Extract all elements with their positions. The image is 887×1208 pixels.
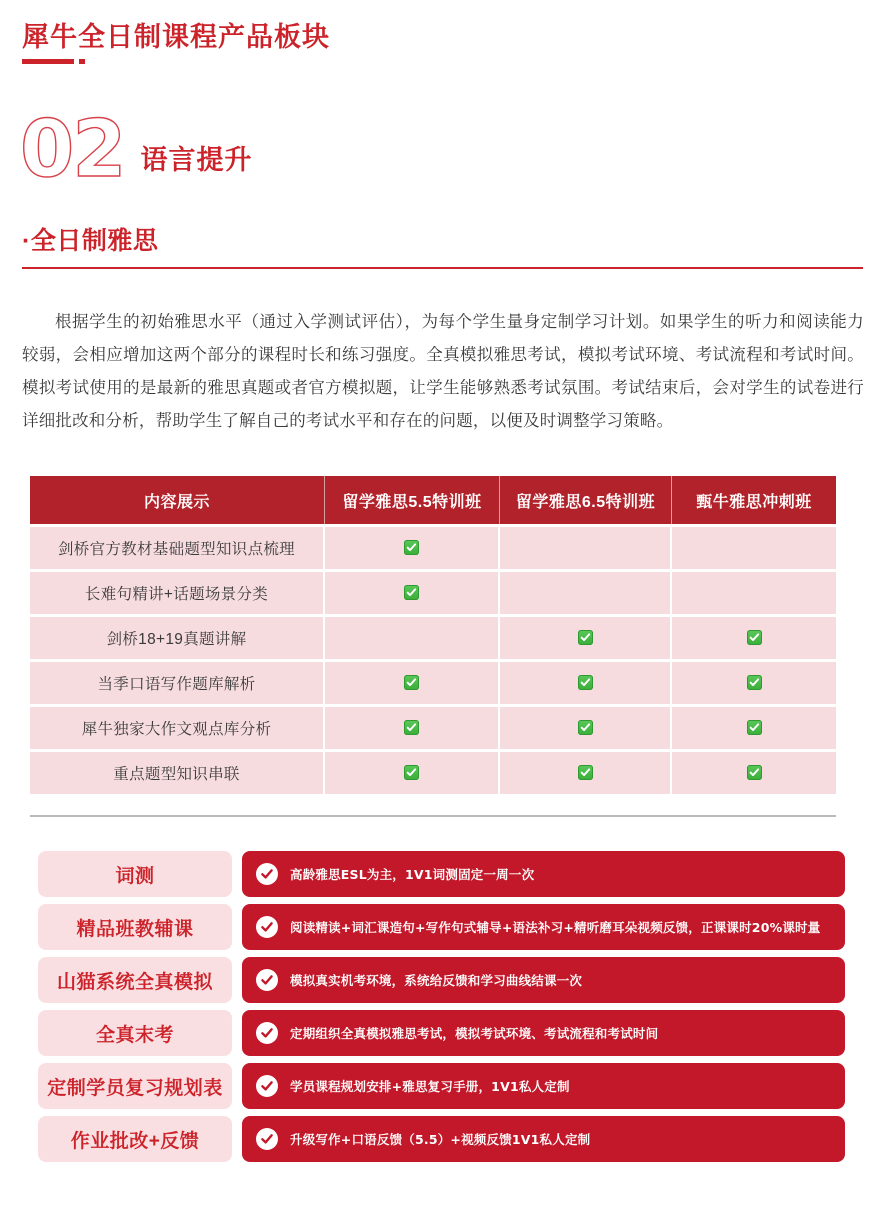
sub-heading-rule — [22, 267, 863, 269]
feature-bar — [242, 1010, 845, 1056]
check-icon — [404, 765, 419, 780]
check-icon — [404, 585, 419, 600]
check-icon — [747, 765, 762, 780]
table-cell-label: 长难句精讲+话题场景分类 — [30, 572, 325, 614]
feature-bar — [242, 851, 845, 897]
brand-title-rule — [22, 59, 862, 65]
brand-title: 犀牛全日制课程产品板块 — [22, 22, 330, 52]
feature-label: 作业批改+反馈 — [38, 1116, 232, 1162]
feature-label: 精品班教辅课 — [38, 904, 232, 950]
check-icon — [404, 540, 419, 555]
table-cell-mark — [672, 707, 836, 749]
check-icon — [578, 765, 593, 780]
section-number: 02 — [20, 105, 125, 196]
check-icon — [747, 675, 762, 690]
table-row — [30, 617, 836, 659]
table-cell-mark — [672, 527, 836, 569]
table-cell-mark — [325, 527, 500, 569]
feature-row — [38, 904, 845, 950]
check-circle-icon — [256, 916, 278, 938]
check-icon — [747, 630, 762, 645]
check-icon — [578, 675, 593, 690]
table-cell-mark — [325, 707, 500, 749]
feature-label: 词测 — [38, 851, 232, 897]
table-header-cell: 甄牛雅思冲刺班 — [672, 476, 836, 524]
sub-heading-wrap — [22, 221, 863, 269]
feature-text: 高龄雅思ESL为主，1V1词测固定一周一次 — [290, 867, 535, 882]
check-circle-icon — [256, 863, 278, 885]
table-cell-mark — [325, 572, 500, 614]
feature-text: 升级写作+口语反馈（5.5）+视频反馈1V1私人定制 — [290, 1132, 591, 1147]
feature-text: 模拟真实机考环境，系统给反馈和学习曲线结课一次 — [290, 973, 583, 988]
intro-paragraph: 根据学生的初始雅思水平（通过入学测试评估），为每个学生量身定制学习计划。如果学生的听力和阅读能力较弱，会相应增加这两个部分的课程时长和练习强度。全真模拟雅思考试，模拟考试环境、考试流程和考试时间。模拟考试使用的是最新的雅思真题或者官方模拟题，让学生能够熟悉考试氛围。考试结束后，会对学生的试卷进行详细批改和分析，帮助学生了解自己的考试水平和存在的问题，以便及时调整学习策略。 — [22, 311, 864, 430]
check-circle-icon — [256, 1022, 278, 1044]
table-cell-label: 剑桥官方教材基础题型知识点梳理 — [30, 527, 325, 569]
check-circle-icon — [256, 1075, 278, 1097]
table-header-row — [30, 476, 836, 524]
feature-row — [38, 1063, 845, 1109]
table-cell-mark — [325, 662, 500, 704]
feature-list — [38, 851, 845, 1169]
section-title: 语言提升 — [140, 145, 253, 175]
table-cell-mark — [672, 572, 836, 614]
table-row — [30, 572, 836, 614]
rule-segment-long — [22, 59, 74, 64]
table-cell-label: 犀牛独家大作文观点库分析 — [30, 707, 325, 749]
table-cell-mark — [500, 617, 672, 659]
check-circle-icon — [256, 1128, 278, 1150]
check-icon — [578, 630, 593, 645]
header-block — [22, 22, 862, 65]
table-cell-mark — [325, 617, 500, 659]
table-header-cell: 内容展示 — [30, 476, 325, 524]
table-cell-mark — [672, 662, 836, 704]
check-icon — [404, 675, 419, 690]
feature-text: 定期组织全真模拟雅思考试，模拟考试环境、考试流程和考试时间 — [290, 1026, 659, 1041]
feature-row — [38, 851, 845, 897]
feature-row — [38, 1116, 845, 1162]
rule-segment-short — [79, 59, 85, 64]
feature-row — [38, 1010, 845, 1056]
table-header-cell: 留学雅思5.5特训班 — [325, 476, 500, 524]
check-icon — [404, 720, 419, 735]
feature-bar — [242, 1116, 845, 1162]
table-cell-mark — [500, 662, 672, 704]
section-heading-row — [20, 103, 253, 196]
feature-label: 山猫系统全真模拟 — [38, 957, 232, 1003]
table-cell-mark — [672, 617, 836, 659]
feature-bar — [242, 904, 845, 950]
table-cell-mark — [672, 752, 836, 794]
section-divider — [30, 815, 836, 817]
table-cell-mark — [500, 707, 672, 749]
feature-label: 全真末考 — [38, 1010, 232, 1056]
feature-bar — [242, 1063, 845, 1109]
table-cell-mark — [500, 527, 672, 569]
table-cell-mark — [500, 572, 672, 614]
feature-row — [38, 957, 845, 1003]
check-circle-icon — [256, 969, 278, 991]
sub-heading: ·全日制雅思 — [22, 227, 159, 255]
course-comparison-table — [30, 473, 836, 797]
table-cell-label: 剑桥18+19真题讲解 — [30, 617, 325, 659]
table-row — [30, 527, 836, 569]
table-row — [30, 662, 836, 704]
table-cell-label: 重点题型知识串联 — [30, 752, 325, 794]
table-body — [30, 527, 836, 794]
table-cell-mark — [500, 752, 672, 794]
table-cell-mark — [325, 752, 500, 794]
feature-bar — [242, 957, 845, 1003]
feature-text: 阅读精读+词汇课造句+写作句式辅导+语法补习+精听磨耳朵视频反馈，正课课时20%课时量 — [290, 920, 821, 935]
table-row — [30, 752, 836, 794]
feature-text: 学员课程规划安排+雅思复习手册，1V1私人定制 — [290, 1079, 570, 1094]
table-row — [30, 707, 836, 749]
table-header-cell: 留学雅思6.5特训班 — [500, 476, 672, 524]
check-icon — [747, 720, 762, 735]
feature-label: 定制学员复习规划表 — [38, 1063, 232, 1109]
table-cell-label: 当季口语写作题库解析 — [30, 662, 325, 704]
check-icon — [578, 720, 593, 735]
